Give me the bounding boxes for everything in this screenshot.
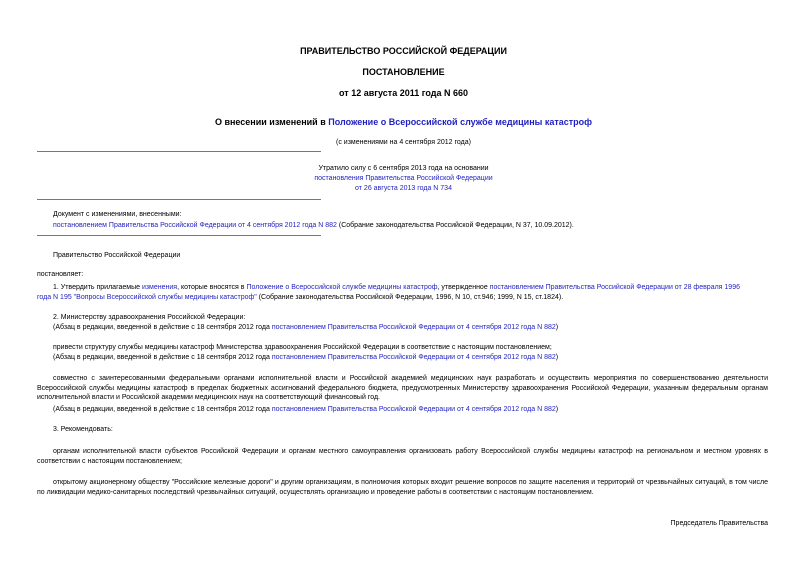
decree-882-link[interactable]: постановлением Правительства Российской Федерации от 4 сентября 2012 года N 882 [271, 324, 556, 331]
divider [37, 151, 321, 152]
signature-title: Председатель Правительства [670, 520, 768, 527]
regulation-link[interactable]: Положение о Всероссийской службе медицины катастроф [328, 117, 593, 127]
decree-882-link[interactable]: постановлением Правительства Российской Федерации от 4 сентября 2012 года N 882 [271, 406, 556, 413]
changes-link[interactable]: изменения [141, 284, 178, 291]
org-title: ПРАВИТЕЛЬСТВО РОССИЙСКОЙ ФЕДЕРАЦИИ [300, 46, 507, 56]
heading-prefix: О внесении изменений в [214, 117, 329, 127]
paragraph-2b: совместно с заинтересованными федеральными органами исполнительной власти и Российской академией медицинских наук разработать и осуществить мероприятия по совершенствованию деятельности Всероссийской службы медицины катастроф в пределах бюджетных ассигнований федерального бюджета, предусмотренных Министерству здравоохранения Российской Федерации, указанным федеральным органам исполнительной власти и Российской академии медицинских наук на соответствующий финансовый год. [37, 375, 768, 401]
amendment-source: (Собрание законодательства Российской Федерации, N 37, 10.09.2012). [336, 222, 574, 229]
decree-195-link-cont[interactable]: года N 195 "Вопросы Всероссийской службы медицины катастроф" [37, 294, 257, 301]
doc-type: ПОСТАНОВЛЕНИЕ [362, 67, 445, 77]
edit-note: (Абзац в редакции, введенной в действие с 18 сентября 2012 года постановлением Правительства Российской Федерации от 4 сентября 2012 года N 882) [53, 324, 559, 331]
paragraph-1-line-1: 1. Утвердить прилагаемые изменения, которые вносятся в Положение о Всероссийской службе медицины катастроф, утвержденное постановлением Правительства Российской Федерации от 28 февраля 1996 [53, 284, 740, 291]
regulation-link[interactable]: Положение о Всероссийской службе медицины катастроф [246, 284, 438, 291]
decree-882-link[interactable]: постановлением Правительства Российской Федерации от 4 сентября 2012 года N 882 [271, 354, 556, 361]
changes-note: (с изменениями на 4 сентября 2012 года) [336, 139, 471, 146]
divider [37, 199, 321, 200]
doc-heading [0, 117, 807, 127]
amendments-line [53, 221, 574, 231]
paragraph-2: 2. Министерству здравоохранения Российской Федерации: [53, 314, 246, 321]
edit-note: (Абзац в редакции, введенной в действие с 18 сентября 2012 года постановлением Правительства Российской Федерации от 4 сентября 2012 года N 882) [53, 354, 559, 361]
amendments-intro: Документ с изменениями, внесенными: [53, 211, 182, 218]
edit-note: (Абзац в редакции, введенной в действие с 18 сентября 2012 года постановлением Правительства Российской Федерации от 4 сентября 2012 года N 882) [53, 406, 559, 413]
paragraph-3b: открытому акционерному обществу "Российские железные дороги" и другим организациям, в полномочия которых входит решение вопросов по защите населения и территорий от чрезвычайных ситуаций, в том числе по ликвидации медико-санитарных последствий чрезвычайных ситуаций, осуществлять организацию и проведение работы в соответствии с настоящим постановлением. [37, 479, 768, 496]
paragraph-3: 3. Рекомендовать: [53, 426, 113, 433]
amendment-link[interactable]: постановлением Правительства Российской Федерации от 4 сентября 2012 года N 882 [53, 222, 337, 229]
divider [37, 235, 321, 236]
decrees-label: постановляет: [37, 271, 84, 278]
paragraph-1-line-2: года N 195 "Вопросы Всероссийской службы медицины катастроф" (Собрание законодательства Российской Федерации, 1996, N 10, ст.946; 1999, N 15, ст.1824). [37, 294, 564, 301]
expired-note: Утратило силу с 6 сентября 2013 года на основании [318, 165, 489, 172]
government-label: Правительство Российской Федерации [53, 252, 181, 259]
paragraph-3a: органам исполнительной власти субъектов Российской Федерации и органам местного самоуправления организовать работу Всероссийской службы медицины катастроф на региональном и местном уровнях в соответствии с настоящим постановлением; [37, 448, 768, 465]
expired-link-2[interactable]: от 26 августа 2013 года N 734 [355, 185, 452, 192]
paragraph-2a: привести структуру службы медицины катастроф Министерства здравоохранения Российской Федерации в соответствие с настоящим постановлением; [53, 344, 552, 351]
decree-195-link[interactable]: постановлением Правительства Российской Федерации от 28 февраля 1996 [489, 284, 740, 291]
expired-link-1[interactable]: постановления Правительства Российской Федерации [314, 175, 493, 182]
doc-date: от 12 августа 2011 года N 660 [339, 88, 468, 98]
